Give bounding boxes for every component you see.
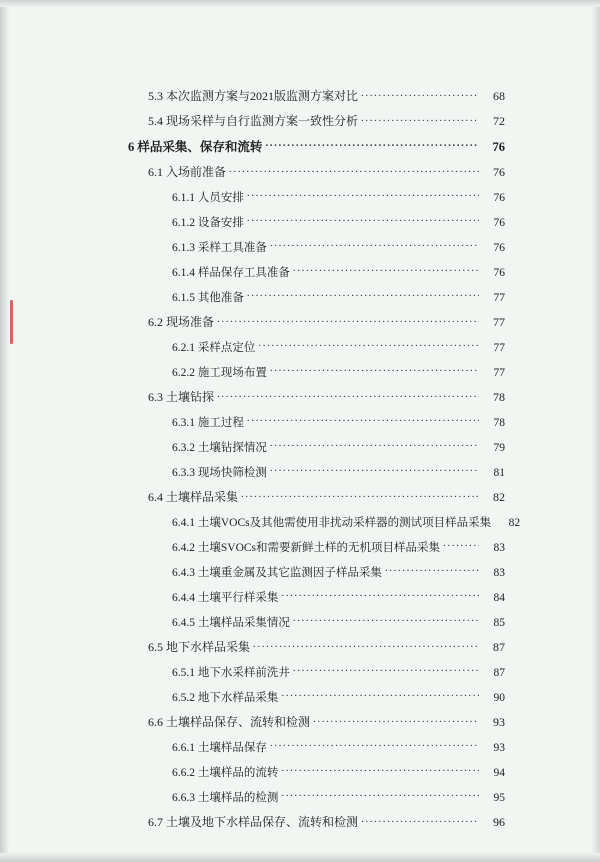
toc-entry-label: 6.5.1 地下水采样前洗井	[172, 666, 290, 679]
toc-entry-page-number: 76	[493, 191, 505, 204]
toc-entry-label: 6.6.2 土壤样品的流转	[172, 766, 279, 779]
toc-entry-label: 6.2.2 施工现场布置	[172, 366, 267, 379]
toc-leader-dots	[270, 364, 479, 376]
toc-entry-page-number: 77	[493, 366, 505, 379]
toc-entry[interactable]	[0, 514, 600, 539]
toc-entry[interactable]	[0, 189, 600, 214]
toc-entry-label: 6.4.4 土壤平行样采集	[172, 591, 279, 604]
toc-entry-page-number: 81	[493, 466, 505, 479]
toc-leader-dots	[247, 414, 479, 426]
toc-entry-label: 6.6.1 土壤样品保存	[172, 741, 267, 754]
toc-entry-label: 6.3.3 现场快筛检测	[172, 466, 267, 479]
toc-entry[interactable]	[0, 664, 600, 689]
toc-leader-dots	[265, 138, 479, 151]
toc-entry[interactable]	[0, 589, 600, 614]
toc-entry[interactable]	[0, 113, 600, 138]
toc-leader-dots	[293, 264, 479, 276]
toc-leader-dots	[247, 214, 479, 226]
toc-leader-dots	[293, 614, 479, 626]
toc-entry-page-number: 76	[492, 139, 505, 154]
toc-entry[interactable]	[0, 489, 600, 514]
toc-entry-label: 5.3 本次监测方案与2021版监测方案对比	[148, 89, 359, 103]
page-edge-bottom	[0, 853, 600, 862]
toc-entry-page-number: 78	[493, 416, 505, 429]
toc-leader-dots	[293, 664, 479, 676]
toc-entry[interactable]	[0, 464, 600, 489]
toc-leader-dots	[281, 789, 479, 801]
toc-entry-page-number: 68	[493, 89, 505, 103]
toc-leader-dots	[241, 489, 479, 501]
toc-entry-label: 6.6 土壤样品保存、流转和检测	[148, 715, 311, 729]
toc-leader-dots	[247, 289, 479, 301]
toc-entry-page-number: 76	[493, 216, 505, 229]
toc-entry-page-number: 78	[493, 390, 505, 404]
toc-entry-label: 6.4.5 土壤样品采集情况	[172, 616, 290, 629]
toc-entry[interactable]	[0, 414, 600, 439]
toc-leader-dots	[253, 639, 479, 651]
toc-entry-page-number: 83	[493, 541, 505, 554]
toc-entry-page-number: 83	[493, 566, 505, 579]
toc-entry-page-number: 96	[493, 815, 505, 829]
toc-entry-page-number: 93	[493, 741, 505, 754]
toc-leader-dots	[217, 314, 479, 326]
toc-leader-dots	[258, 339, 479, 351]
toc-entry-label: 6.6.3 土壤样品的检测	[172, 791, 279, 804]
toc-entry-label: 6.4.1 土壤VOCs及其他需使用非扰动采样器的测试项目样品采集	[172, 516, 492, 529]
toc-entry-page-number: 90	[493, 691, 505, 704]
toc-leader-dots	[385, 564, 479, 576]
toc-entry[interactable]	[0, 389, 600, 414]
toc-leader-dots	[361, 88, 479, 100]
toc-entry-page-number: 87	[493, 666, 505, 679]
toc-entry-label: 6.5 地下水样品采集	[148, 640, 251, 654]
toc-entry-label: 6.1.1 人员安排	[172, 191, 244, 204]
toc-entry[interactable]	[0, 764, 600, 789]
toc-leader-dots	[361, 113, 479, 125]
table-of-contents	[0, 88, 600, 839]
toc-entry[interactable]	[0, 714, 600, 739]
toc-entry-page-number: 76	[493, 165, 505, 179]
toc-entry[interactable]	[0, 138, 600, 164]
toc-entry-label: 6.4 土壤样品采集	[148, 490, 239, 504]
toc-entry-page-number: 76	[493, 241, 505, 254]
toc-entry[interactable]	[0, 639, 600, 664]
toc-entry-label: 6.4.2 土壤SVOCs和需要新鲜土样的无机项目样品采集	[172, 541, 441, 554]
toc-leader-dots	[281, 589, 479, 601]
toc-entry[interactable]	[0, 814, 600, 839]
toc-leader-dots	[270, 239, 479, 251]
toc-entry-label: 6.1.4 样品保存工具准备	[172, 266, 290, 279]
toc-entry-label: 6.2.1 采样点定位	[172, 341, 256, 354]
toc-entry-label: 6.1.3 采样工具准备	[172, 241, 267, 254]
toc-entry-page-number: 72	[493, 114, 505, 128]
toc-entry[interactable]	[0, 614, 600, 639]
toc-leader-dots	[229, 164, 479, 176]
toc-entry[interactable]	[0, 339, 600, 364]
toc-entry-page-number: 82	[493, 490, 505, 504]
toc-entry-label: 6 样品采集、保存和流转	[128, 139, 263, 154]
toc-entry[interactable]	[0, 239, 600, 264]
toc-entry-label: 6.7 土壤及地下水样品保存、流转和检测	[148, 815, 359, 829]
toc-entry-page-number: 79	[493, 441, 505, 454]
toc-entry-label: 6.1 入场前准备	[148, 165, 227, 179]
toc-entry-page-number: 84	[493, 591, 505, 604]
toc-leader-dots	[217, 389, 479, 401]
toc-entry-page-number: 95	[493, 791, 505, 804]
toc-entry-label: 6.5.2 地下水样品采集	[172, 691, 279, 704]
toc-entry-label: 6.3.2 土壤钻探情况	[172, 441, 267, 454]
toc-entry-page-number: 87	[493, 640, 505, 654]
page-edge-top	[0, 0, 600, 7]
toc-leader-dots	[281, 764, 479, 776]
toc-entry-label: 6.2 现场准备	[148, 315, 215, 329]
toc-entry-page-number: 85	[493, 616, 505, 629]
toc-entry-label: 6.4.3 土壤重金属及其它监测因子样品采集	[172, 566, 382, 579]
toc-entry-page-number: 77	[493, 315, 505, 329]
toc-entry[interactable]	[0, 289, 600, 314]
toc-leader-dots	[247, 189, 479, 201]
toc-entry[interactable]	[0, 789, 600, 814]
toc-leader-dots	[443, 539, 479, 551]
toc-entry-label: 6.3.1 施工过程	[172, 416, 244, 429]
toc-entry[interactable]	[0, 439, 600, 464]
toc-entry[interactable]	[0, 88, 600, 113]
toc-entry-page-number: 82	[508, 516, 521, 529]
toc-leader-dots	[270, 439, 479, 451]
toc-entry[interactable]	[0, 739, 600, 764]
toc-entry[interactable]	[0, 539, 600, 564]
toc-entry-label: 6.3 土壤钻探	[148, 390, 215, 404]
toc-leader-dots	[313, 714, 479, 726]
toc-entry[interactable]	[0, 364, 600, 389]
toc-entry-page-number: 93	[493, 715, 505, 729]
toc-entry[interactable]	[0, 164, 600, 189]
toc-leader-dots	[361, 814, 479, 826]
toc-entry[interactable]	[0, 564, 600, 589]
toc-entry-page-number: 77	[493, 291, 505, 304]
toc-entry[interactable]	[0, 214, 600, 239]
toc-leader-dots	[281, 689, 479, 701]
toc-entry-label: 6.1.2 设备安排	[172, 216, 244, 229]
toc-entry[interactable]	[0, 314, 600, 339]
toc-entry-page-number: 77	[493, 341, 505, 354]
toc-entry-page-number: 76	[493, 266, 505, 279]
toc-leader-dots	[270, 464, 479, 476]
toc-entry[interactable]	[0, 689, 600, 714]
toc-leader-dots	[270, 739, 479, 751]
toc-entry-page-number: 94	[493, 766, 505, 779]
toc-entry[interactable]	[0, 264, 600, 289]
toc-entry-label: 6.1.5 其他准备	[172, 291, 244, 304]
toc-entry-label: 5.4 现场采样与自行监测方案一致性分析	[148, 114, 359, 128]
